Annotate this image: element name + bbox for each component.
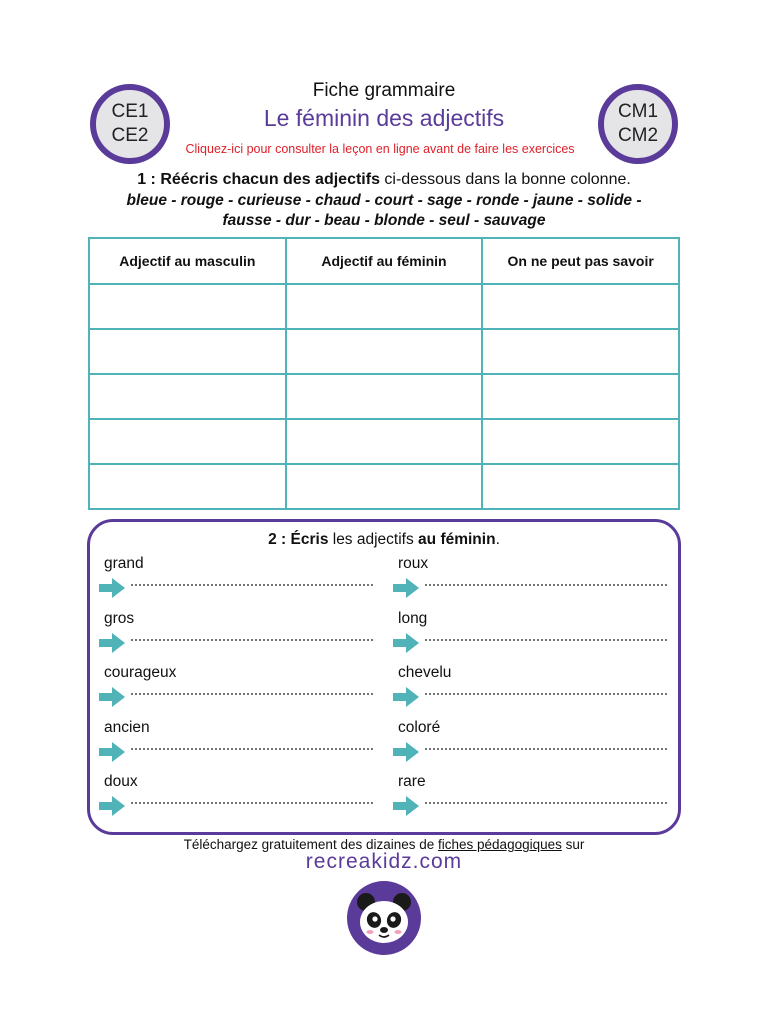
table-cell[interactable] (482, 374, 679, 419)
answer-item (384, 610, 674, 660)
answer-item (90, 773, 380, 823)
word-list-line-2: fausse - dur - beau - blonde - seul - sauvage (222, 212, 546, 229)
exercise-1-number: 1 : (137, 171, 161, 188)
teal-right-arrow-icon (392, 632, 420, 654)
table-cell[interactable] (286, 374, 483, 419)
badge-line-1: CE1 (111, 101, 149, 122)
badge-line-2: CM2 (617, 125, 659, 146)
source-adjective: grand (104, 555, 144, 572)
column-header-masculin: Adjectif au masculin (89, 238, 286, 284)
table-row (89, 464, 679, 509)
answer-item (384, 773, 674, 823)
teal-right-arrow-icon (392, 795, 420, 817)
exercise-1-word-list (90, 191, 678, 231)
source-adjective: chevelu (398, 664, 452, 681)
exercise-1-instruction-rest: ci-dessous dans la bonne colonne. (379, 171, 631, 188)
answer-item (90, 555, 380, 605)
answer-line[interactable] (130, 639, 374, 641)
footer-site-link[interactable]: recreakidz.com (305, 850, 463, 873)
page-title: Le féminin des adjectifs (263, 105, 505, 131)
sorting-table (88, 237, 680, 510)
panda-logo-icon (346, 880, 422, 956)
source-adjective: roux (398, 555, 429, 572)
table-row (89, 374, 679, 419)
answer-line[interactable] (424, 693, 668, 695)
footer-text-before: Téléchargez gratuitement des dizaines de (183, 837, 439, 852)
table-row (89, 419, 679, 464)
word-list-line-1: bleue - rouge - curieuse - chaud - court - sage - ronde - jaune - solide - (126, 192, 642, 209)
teal-right-arrow-icon (98, 577, 126, 599)
table-cell[interactable] (482, 419, 679, 464)
answer-line[interactable] (424, 639, 668, 641)
answer-item (384, 555, 674, 605)
answer-line[interactable] (424, 584, 668, 586)
table-cell[interactable] (89, 329, 286, 374)
source-adjective: long (398, 609, 428, 627)
table-cell[interactable] (482, 329, 679, 374)
exercise-2-instruction (0, 531, 768, 549)
table-cell[interactable] (286, 419, 483, 464)
exercise-2-instruction-bold-2: au féminin (418, 531, 496, 548)
exercise-1-instruction (0, 171, 768, 189)
answer-line[interactable] (130, 693, 374, 695)
answer-item (384, 664, 674, 714)
table-cell[interactable] (286, 464, 483, 509)
badge-line-1: CM1 (617, 101, 659, 122)
source-adjective: rare (398, 773, 426, 790)
table-cell[interactable] (482, 284, 679, 329)
teal-right-arrow-icon (98, 741, 126, 763)
answer-line[interactable] (130, 748, 374, 750)
table-cell[interactable] (286, 329, 483, 374)
teal-right-arrow-icon (392, 577, 420, 599)
table-cell[interactable] (286, 284, 483, 329)
exercise-2-instruction-bold-1: Écris (290, 531, 329, 548)
table-cell[interactable] (89, 419, 286, 464)
answer-line[interactable] (130, 584, 374, 586)
table-header-row (89, 238, 679, 284)
table-cell[interactable] (482, 464, 679, 509)
table-row (89, 284, 679, 329)
footer-text-after: sur (561, 837, 585, 852)
source-adjective: doux (104, 773, 138, 790)
table-cell[interactable] (89, 464, 286, 509)
footer-resources-link[interactable]: fiches pédagogiques (438, 837, 562, 852)
badge-line-2: CE2 (111, 125, 149, 146)
source-adjective: gros (104, 609, 135, 627)
teal-right-arrow-icon (392, 741, 420, 763)
exercise-2-number: 2 : (268, 531, 291, 548)
exercise-1-instruction-bold: Réécris chacun des adjectifs (160, 171, 380, 188)
lesson-link[interactable]: Cliquez-ici pour consulter la leçon en ligne avant de faire les exercices (185, 142, 575, 156)
answer-line[interactable] (424, 748, 668, 750)
answer-line[interactable] (424, 802, 668, 804)
table-cell[interactable] (89, 284, 286, 329)
exercise-2-instruction-end: . (495, 531, 500, 548)
page-supertitle: Fiche grammaire (312, 80, 456, 101)
source-adjective: coloré (398, 718, 441, 736)
answer-line[interactable] (130, 802, 374, 804)
teal-right-arrow-icon (392, 686, 420, 708)
teal-right-arrow-icon (98, 795, 126, 817)
column-header-feminin: Adjectif au féminin (286, 238, 483, 284)
source-adjective: courageux (104, 664, 177, 681)
teal-right-arrow-icon (98, 686, 126, 708)
column-header-unknown: On ne peut pas savoir (482, 238, 679, 284)
teal-right-arrow-icon (98, 632, 126, 654)
table-row (89, 329, 679, 374)
answer-item (384, 719, 674, 769)
answer-item (90, 610, 380, 660)
table-cell[interactable] (89, 374, 286, 419)
source-adjective: ancien (104, 718, 150, 736)
exercise-2-instruction-mid: les adjectifs (328, 531, 419, 548)
answer-item (90, 664, 380, 714)
answer-item (90, 719, 380, 769)
